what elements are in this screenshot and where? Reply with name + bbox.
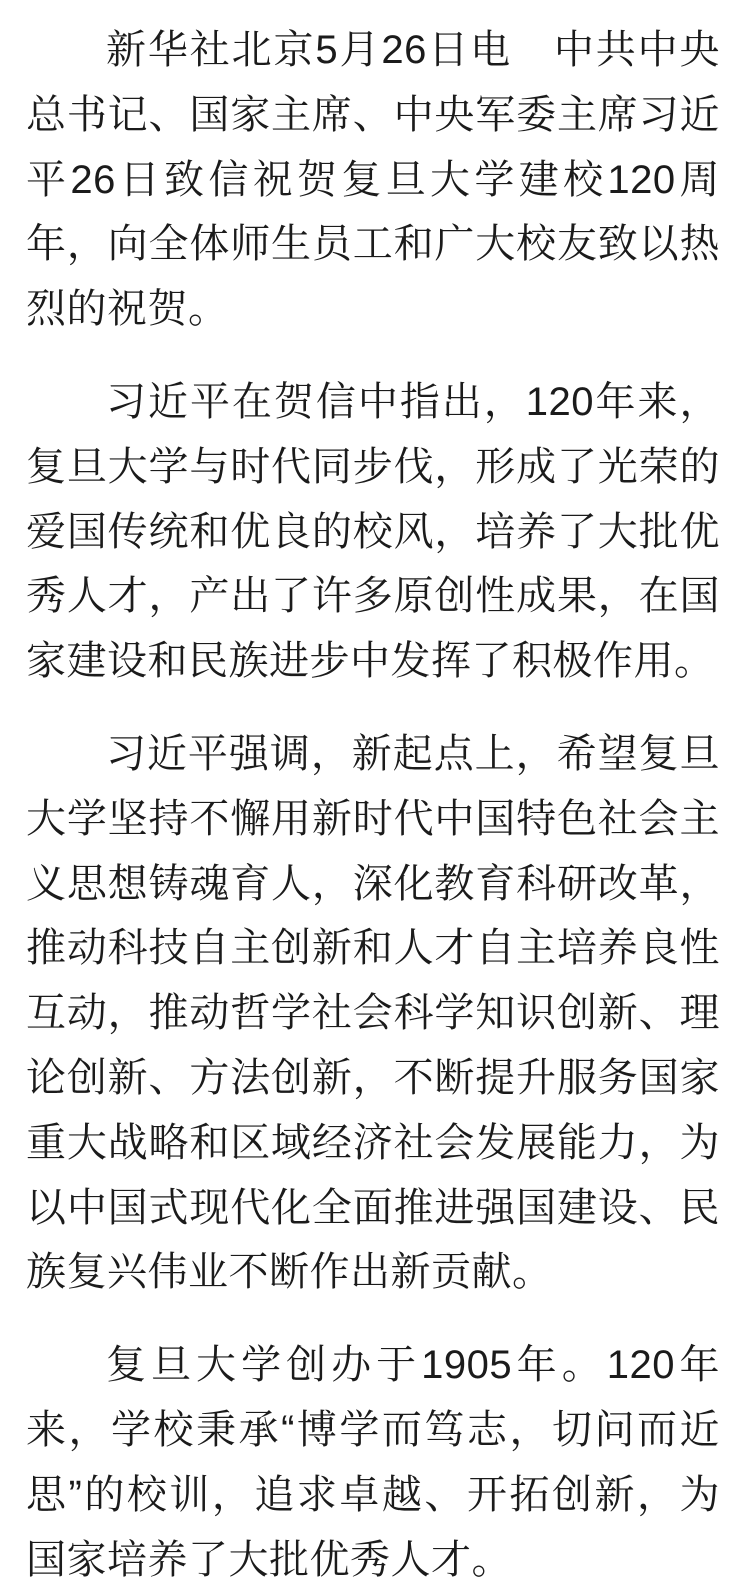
article-paragraph: 复旦大学创办于1905年。120年来，学校秉承“博学而笃志，切问而近思”的校训，追求卓越、开拓创新，为国家培养了大批优秀人才。 [26, 1343, 720, 1582]
article-paragraph: 习近平强调，新起点上，希望复旦大学坚持不懈用新时代中国特色社会主义思想铸魂育人，深化教育科研改革，推动科技自主创新和人才自主培养良性互动，推动哲学社会科学知识创新、理论创新、方法创新，不断提升服务国家重大战略和区域经济社会发展能力，为以中国式现代化全面推进强国建设、民族复兴伟业不断作出新贡献。 [26, 731, 720, 1295]
article-paragraph: 新华社北京5月26日电 中共中央总书记、国家主席、中央军委主席习近平26日致信祝贺复旦大学建校120周年，向全体师生员工和广大校友致以热烈的祝贺。 [26, 28, 720, 332]
article-paragraph: 习近平在贺信中指出，120年来，复旦大学与时代同步伐，形成了光荣的爱国传统和优良的校风，培养了大批优秀人才，产出了许多原创性成果，在国家建设和民族进步中发挥了积极作用。 [26, 379, 720, 684]
